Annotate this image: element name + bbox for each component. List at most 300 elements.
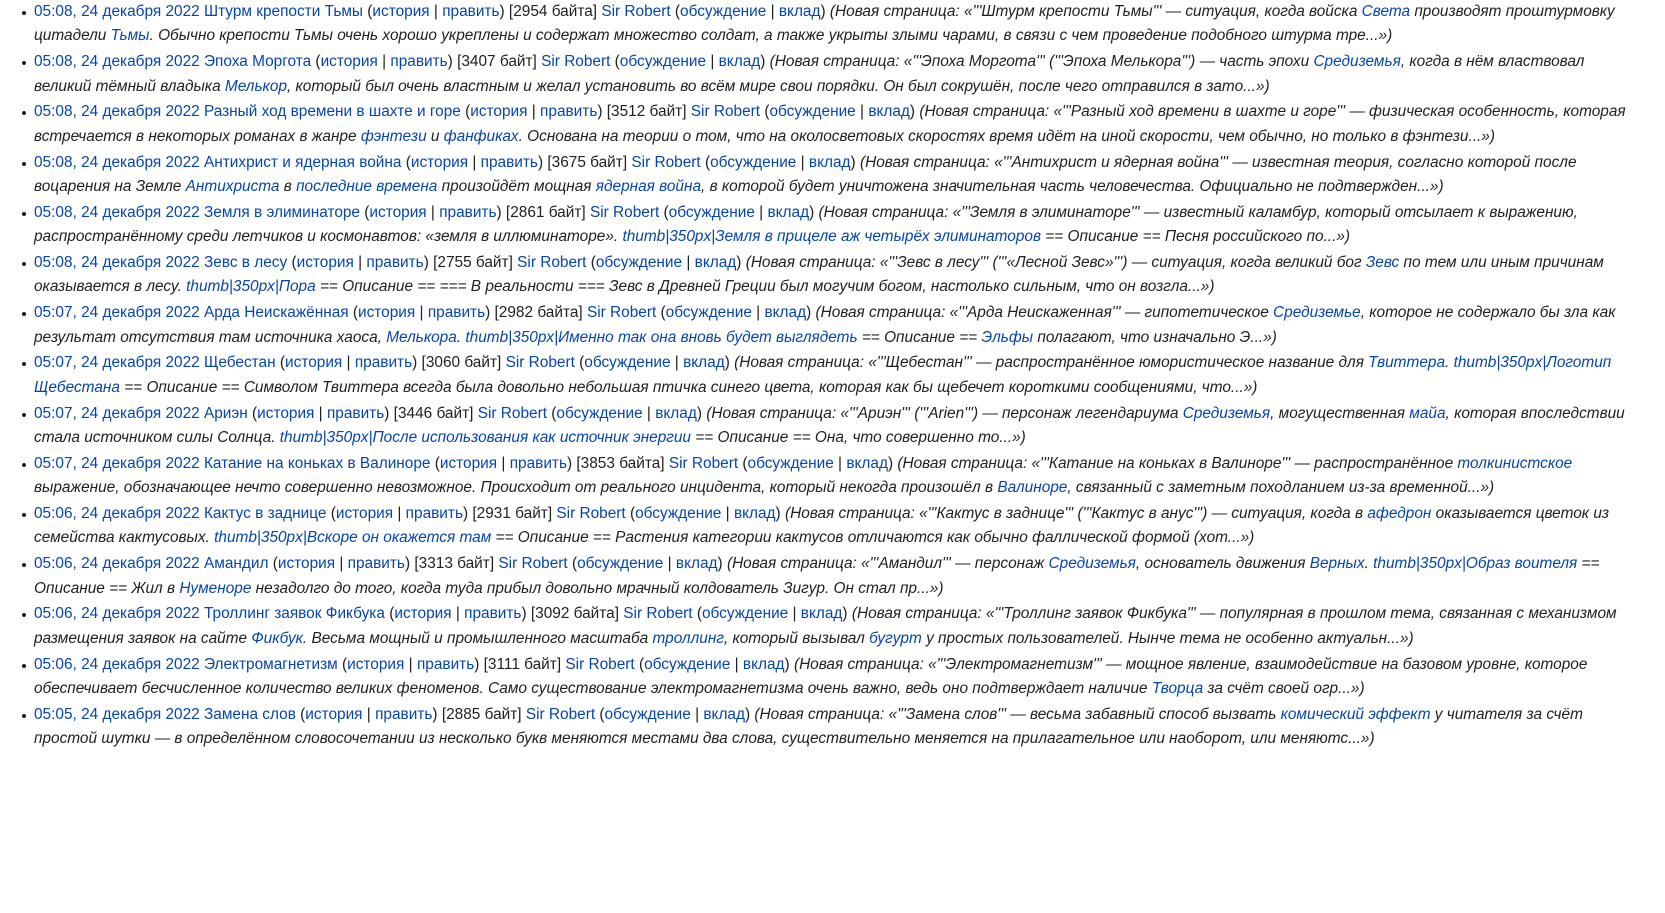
edit-link[interactable]: править xyxy=(439,203,497,221)
summary-link[interactable]: thumb|350px|Вскоре он окажется там xyxy=(214,529,492,547)
separator: | xyxy=(796,153,809,171)
paren-close: ) xyxy=(850,153,856,171)
contribs-link[interactable]: вклад xyxy=(694,254,737,272)
summary-text: == Описание == xyxy=(857,328,982,346)
change-entry xyxy=(34,0,1630,49)
summary-text: (Новая страница: «'''Кактус в заднице''' ('''Кактус в анус''') — ситуация, когда в xyxy=(784,505,1368,523)
summary-text: (Новая страница: «'''Штурм крепости Тьмы''' — ситуация, когда войска xyxy=(829,3,1362,20)
edit-link[interactable]: править xyxy=(366,254,424,272)
summary-link[interactable]: Средиземье xyxy=(1273,304,1361,322)
bracket-close: ] xyxy=(469,404,474,422)
summary-link[interactable]: последние времена xyxy=(296,178,438,196)
edit-link[interactable]: править xyxy=(480,153,538,171)
separator: | xyxy=(393,505,406,523)
paren-close: ) xyxy=(384,404,390,422)
page-size: [3675 байт xyxy=(547,153,623,171)
paren-open: ( xyxy=(586,254,596,272)
history-link[interactable]: история xyxy=(369,203,427,221)
summary-link[interactable]: Мелькор xyxy=(224,77,287,95)
paren-open: ( xyxy=(247,404,258,422)
page-size: [2755 байт xyxy=(433,254,509,272)
talk-link[interactable]: обсуждение xyxy=(668,203,755,221)
history-link[interactable]: история xyxy=(277,555,336,573)
summary-link[interactable]: thumb|350px|Земля в прицеле аж четырёх элиминаторов xyxy=(622,228,1041,246)
paren-open: ( xyxy=(287,254,297,272)
paren-open: ( xyxy=(670,3,681,20)
edit-link[interactable]: править xyxy=(405,505,463,523)
edit-link[interactable]: править xyxy=(427,304,486,322)
contribs-link[interactable]: вклад xyxy=(675,555,718,573)
paren-close: ) xyxy=(496,203,502,221)
separator: | xyxy=(426,203,440,221)
paren-close: ) xyxy=(887,454,894,472)
paren-close: ) xyxy=(521,605,527,623)
contribs-link[interactable]: вклад xyxy=(778,3,821,20)
timestamp-link[interactable]: 05:08, 24 декабря 2022 xyxy=(34,254,200,272)
timestamp-link[interactable]: 05:06, 24 декабря 2022 xyxy=(34,555,200,573)
summary-link[interactable]: майа xyxy=(1409,404,1446,422)
summary-link[interactable]: афедрон xyxy=(1367,505,1432,523)
summary-text: по тем или иным причинам оказывается в лесу. xyxy=(34,254,1604,296)
history-link[interactable]: история xyxy=(347,655,405,673)
summary-link[interactable]: Тьмы xyxy=(110,27,150,45)
paren-close: ) xyxy=(744,705,751,723)
separator: | xyxy=(730,655,743,673)
summary-text: == Описание == Символом Твиттера всегда была довольно небольшая птичка синего цвета, которая как бы щебечет короткими сообщениями, что...») xyxy=(119,378,1258,396)
summary-text: (Новая страница: «'''Троллинг заявок Фикбука''' — популярная в прошлом тема, связанная с механизмом размещения заявок на сайте xyxy=(34,605,1617,647)
page-title-link[interactable]: Электромагнетизм xyxy=(203,655,338,673)
bracket-close: ] xyxy=(532,53,537,71)
paren-open: ( xyxy=(659,203,669,221)
history-link[interactable]: история xyxy=(305,705,363,723)
edit-link[interactable]: править xyxy=(442,3,500,20)
summary-text: (Новая страница: «'''Антихрист и ядерная война''' — известная теория, согласно которой после воцарения на Земле xyxy=(34,153,1577,196)
paren-close: ) xyxy=(597,103,603,121)
separator: | xyxy=(670,354,684,372)
separator: | xyxy=(833,454,847,472)
history-link[interactable]: история xyxy=(439,454,498,472)
contribs-link[interactable]: вклад xyxy=(733,505,776,523)
page-size: [3060 байт xyxy=(421,354,498,372)
edit-link[interactable]: править xyxy=(540,103,598,121)
summary-text: , могущественная xyxy=(1270,404,1410,422)
edit-link[interactable]: править xyxy=(390,53,448,71)
separator: | xyxy=(527,103,541,121)
edit-link[interactable]: править xyxy=(347,555,405,573)
page-title-link[interactable]: Замена слов xyxy=(203,705,296,723)
page-title-link[interactable]: Кактус в заднице xyxy=(203,505,327,523)
paren-close: ) xyxy=(423,254,429,272)
change-entry xyxy=(34,251,1630,300)
user-link[interactable]: Sir Robert xyxy=(556,505,626,523)
page-title-link[interactable]: Щебестан xyxy=(203,354,276,372)
summary-text: (Новая страница: «'''Замена слов''' — весьма забавный способ вызвать xyxy=(754,705,1281,723)
summary-text: (Новая страница: «'''Разный ход времени в шахте и горе''' — физическая особенность, которая встречается в некоторых романах в жанре xyxy=(34,103,1626,145)
history-link[interactable]: история xyxy=(372,3,430,20)
paren-close: ) xyxy=(432,705,438,723)
summary-text: , когда в нём властвовал великий тёмный владыка xyxy=(34,53,1585,95)
paren-open: ( xyxy=(326,505,336,523)
paren-open: ( xyxy=(692,605,702,623)
page-title-link[interactable]: Троллинг заявок Фикбука xyxy=(203,605,385,623)
user-link[interactable]: Sir Robert xyxy=(498,555,568,573)
talk-link[interactable]: обсуждение xyxy=(556,404,643,422)
paren-open: ( xyxy=(295,705,306,723)
separator: | xyxy=(468,153,481,171)
summary-text: (Новая страница: «'''Земля в элиминаторе''' — известный каламбур, который отсылает к выражению, распространённому среди летчиков и космонавтов: «земля в иллюминаторе». xyxy=(34,203,1578,246)
user-link[interactable]: Sir Robert xyxy=(631,153,701,171)
paren-close: ) xyxy=(404,555,411,573)
summary-link[interactable]: Средиземья xyxy=(1182,404,1271,422)
summary-link[interactable]: Верных xyxy=(1309,555,1365,573)
summary-link[interactable]: thumb|350px|После использования как источник энергии xyxy=(279,429,691,447)
page-title-link[interactable]: Земля в элиминаторе xyxy=(203,203,360,221)
timestamp-link[interactable]: 05:07, 24 декабря 2022 xyxy=(34,454,200,472)
user-link[interactable]: Sir Robert xyxy=(668,454,739,472)
summary-link[interactable]: Зевс xyxy=(1365,254,1400,272)
summary-link[interactable]: ядерная война xyxy=(595,178,702,196)
summary-text: (Новая страница: «'''Амандил''' — персонаж xyxy=(726,555,1049,573)
paren-close: ) xyxy=(775,505,781,523)
paren-open: ( xyxy=(384,605,395,623)
change-entry xyxy=(34,602,1630,651)
change-entry xyxy=(34,502,1630,551)
page-title-link[interactable]: Катание на коньках в Валиноре xyxy=(203,454,431,472)
user-link[interactable]: Sir Robert xyxy=(541,53,611,71)
bracket-close: ] xyxy=(614,605,619,623)
separator: | xyxy=(690,705,704,723)
contribs-link[interactable]: вклад xyxy=(800,605,843,623)
summary-link[interactable]: Валиноре xyxy=(997,479,1068,497)
separator: | xyxy=(788,605,801,623)
contribs-link[interactable]: вклад xyxy=(742,655,785,673)
summary-text: , основатель движения xyxy=(1135,555,1310,573)
page-title-link[interactable]: Ариэн xyxy=(203,404,248,422)
summary-text: и xyxy=(426,127,444,145)
user-link[interactable]: Sir Robert xyxy=(477,404,547,422)
paren-close: ) xyxy=(724,354,730,372)
page-size: [3407 байт xyxy=(457,53,533,71)
change-entry xyxy=(34,201,1630,250)
summary-link[interactable]: Антихриста xyxy=(185,178,280,196)
summary-link[interactable]: фэнтези xyxy=(360,127,427,145)
paren-open: ( xyxy=(760,103,770,121)
paren-open: ( xyxy=(363,3,373,20)
paren-open: ( xyxy=(700,153,711,171)
summary-link[interactable]: Творца xyxy=(1151,680,1204,698)
user-link[interactable]: Sir Robert xyxy=(525,705,596,723)
page-size: [2931 байт xyxy=(472,505,548,523)
separator: | xyxy=(766,3,779,20)
history-link[interactable]: история xyxy=(320,53,378,71)
paren-close: ) xyxy=(820,3,826,20)
page-size: [3512 байт xyxy=(606,103,683,121)
summary-link[interactable]: комический эффект xyxy=(1280,705,1431,723)
page-title-link[interactable]: Штурм крепости Тьмы xyxy=(203,3,363,20)
separator: | xyxy=(682,254,695,272)
user-link[interactable]: Sir Robert xyxy=(623,605,693,623)
summary-text: , которое не содержало бы зла как результат отсутствия там источника хаоса, xyxy=(34,304,1616,346)
summary-text: (Новая страница: «'''Зевс в лесу''' ('''«Лесной Зевс»''') — ситуация, когда великий бог xyxy=(745,254,1366,272)
paren-open: ( xyxy=(275,354,286,372)
edit-link[interactable]: править xyxy=(416,655,475,673)
edit-link[interactable]: править xyxy=(464,605,522,623)
summary-text: == Описание == Песня российского по...») xyxy=(1040,228,1351,246)
contribs-link[interactable]: вклад xyxy=(767,203,810,221)
summary-text: . xyxy=(1364,555,1374,573)
separator: | xyxy=(342,354,355,372)
separator: | xyxy=(721,505,734,523)
talk-link[interactable]: обсуждение xyxy=(604,705,691,723)
summary-link[interactable]: thumb|350px|Образ воителя xyxy=(1373,555,1578,573)
summary-text: у читателя за счёт простой шутки — в определённом словосочетании из несколько букв меняются местами два слова, существительно меняется на прилагательное или наоборот, или меняютс...») xyxy=(34,705,1583,748)
edit-link[interactable]: править xyxy=(354,354,413,372)
page-size: [3092 байта xyxy=(530,605,615,623)
change-entry xyxy=(34,301,1630,350)
history-link[interactable]: история xyxy=(358,304,416,322)
separator: | xyxy=(377,53,391,71)
separator: | xyxy=(497,454,510,472)
summary-text: . Обычно крепости Тьмы очень хорошо укреплены и содержат множество солдат, а также укрыты злыми чарами, в связи с чем проведение подобного штурма тре...») xyxy=(149,27,1393,45)
summary-link[interactable]: Средиземья xyxy=(1048,555,1136,573)
user-link[interactable]: Sir Robert xyxy=(690,103,761,121)
timestamp-link[interactable]: 05:08, 24 декабря 2022 xyxy=(34,153,200,171)
talk-link[interactable]: обсуждение xyxy=(680,3,767,20)
change-entry xyxy=(34,402,1630,451)
bracket-close: ] xyxy=(508,254,513,272)
paren-open: ( xyxy=(460,103,471,121)
page-size: [3111 байт xyxy=(483,655,557,673)
page-title-link[interactable]: Зевс в лесу xyxy=(203,254,288,272)
page-size: [3853 байта xyxy=(576,454,661,472)
summary-text: , связанный с заметным походланием из-за временной...») xyxy=(1067,479,1495,497)
summary-text: выражение, обозначающее нечто совершенно невозможное. Происходит от реального инцидента, который некогда произошёл в xyxy=(34,479,998,497)
edit-link[interactable]: править xyxy=(326,404,385,422)
user-link[interactable]: Sir Robert xyxy=(601,3,671,20)
paren-open: ( xyxy=(268,555,278,573)
paren-open: ( xyxy=(360,203,370,221)
edit-link[interactable]: править xyxy=(375,705,433,723)
contribs-link[interactable]: вклад xyxy=(683,354,725,372)
separator: | xyxy=(335,555,348,573)
paren-close: ) xyxy=(447,53,453,71)
summary-link[interactable]: фанфиках xyxy=(443,127,519,145)
user-link[interactable]: Sir Robert xyxy=(517,254,587,272)
summary-text: , который был очень властным и желал установить во всём мире свои порядки. Он был сокрушён, после чего отправился в зато...») xyxy=(286,77,1270,95)
paren-close: ) xyxy=(485,304,491,322)
change-entry xyxy=(34,50,1630,99)
talk-link[interactable]: обсуждение xyxy=(635,505,722,523)
change-entry xyxy=(34,151,1630,200)
paren-open: ( xyxy=(567,555,578,573)
page-size: [2861 байт xyxy=(505,203,582,221)
bracket-close: ] xyxy=(578,304,583,322)
paren-open: ( xyxy=(311,53,321,71)
talk-link[interactable]: обсуждение xyxy=(710,153,797,171)
history-link[interactable]: история xyxy=(410,153,469,171)
talk-link[interactable]: обсуждение xyxy=(577,555,664,573)
talk-link[interactable]: обсуждение xyxy=(584,354,671,372)
bracket-close: ] xyxy=(556,655,562,673)
summary-link[interactable]: Твиттера xyxy=(1368,354,1446,372)
separator: | xyxy=(751,304,765,322)
page-size: [2885 байт xyxy=(441,705,518,723)
talk-link[interactable]: обсуждение xyxy=(619,53,707,71)
page-title-link[interactable]: Амандил xyxy=(203,555,269,573)
paren-open: ( xyxy=(430,454,440,472)
summary-text: (Новая страница: «'''Катание на коньках в Валиноре''' — распространённое xyxy=(897,454,1458,472)
separator: | xyxy=(314,404,327,422)
contribs-link[interactable]: вклад xyxy=(655,404,697,422)
talk-link[interactable]: обсуждение xyxy=(747,454,834,472)
talk-link[interactable]: обсуждение xyxy=(665,304,752,322)
separator: | xyxy=(415,304,428,322)
summary-text: за счёт своей огр...») xyxy=(1203,680,1365,698)
summary-text: в xyxy=(279,178,297,196)
summary-text: у простых пользователей. Нынче тема не особенно актуальн...») xyxy=(921,629,1414,647)
bracket-close: ] xyxy=(497,354,502,372)
contribs-link[interactable]: вклад xyxy=(764,304,807,322)
contribs-link[interactable]: вклад xyxy=(718,53,761,71)
summary-text: , в которой будет уничтожена значительная часть человечества. Официально не подтвержден...») xyxy=(701,178,1444,196)
separator: | xyxy=(754,203,768,221)
user-link[interactable]: Sir Robert xyxy=(589,203,660,221)
page-size: [3446 байт xyxy=(393,404,470,422)
paren-close: ) xyxy=(412,354,418,372)
paren-close: ) xyxy=(537,153,544,171)
talk-link[interactable]: обсуждение xyxy=(701,605,789,623)
summary-text: == Описание == Растения категории кактусов отличаются как обычно фаллической формой (хот...») xyxy=(491,529,1255,547)
paren-close: ) xyxy=(474,655,480,673)
separator: | xyxy=(429,3,443,20)
timestamp-link[interactable]: 05:08, 24 декабря 2022 xyxy=(34,203,200,221)
page-title-link[interactable]: Эпоха Моргота xyxy=(203,53,312,71)
page-title-link[interactable]: Разный ход времени в шахте и горе xyxy=(203,103,461,121)
summary-link[interactable]: thumb|350px|Именно так она вновь будет выглядеть xyxy=(465,328,858,346)
timestamp-link[interactable]: 05:05, 24 декабря 2022 xyxy=(34,705,200,723)
page-size: [3313 байт xyxy=(414,555,490,573)
separator: | xyxy=(706,53,719,71)
user-link[interactable]: Sir Robert xyxy=(565,655,635,673)
timestamp-link[interactable]: 05:06, 24 декабря 2022 xyxy=(34,505,200,523)
timestamp-link[interactable]: 05:06, 24 декабря 2022 xyxy=(34,605,200,623)
history-link[interactable]: история xyxy=(285,354,343,372)
summary-text: незадолго до того, когда туда прибыл довольно мрачный колдователь Зигур. Он стал пр...») xyxy=(251,579,944,597)
page-title-link[interactable]: Арда Неискажённая xyxy=(203,304,349,322)
paren-open: ( xyxy=(337,655,348,673)
history-link[interactable]: история xyxy=(296,254,354,272)
page-size: [2982 байта xyxy=(494,304,579,322)
talk-link[interactable]: обсуждение xyxy=(595,254,683,272)
paren-open: ( xyxy=(401,153,411,171)
summary-text: (Новая страница: «'''Эпоха Моргота''' ('''Эпоха Мелькора''') — часть эпохи xyxy=(769,53,1314,71)
bracket-close: ] xyxy=(682,103,687,121)
paren-close: ) xyxy=(842,605,848,623)
timestamp-link[interactable]: 05:08, 24 декабря 2022 xyxy=(34,103,200,121)
contribs-link[interactable]: вклад xyxy=(846,454,888,472)
summary-text: (Новая страница: «'''Ариэн''' ('''Arien''') — персонаж легендариума xyxy=(706,404,1183,422)
bracket-close: ] xyxy=(622,153,628,171)
separator: | xyxy=(451,605,465,623)
paren-close: ) xyxy=(717,555,723,573)
paren-open: ( xyxy=(574,354,585,372)
summary-link[interactable]: троллинг xyxy=(652,629,724,647)
paren-close: ) xyxy=(736,254,742,272)
change-entry xyxy=(34,100,1630,149)
summary-link[interactable]: толкинистское xyxy=(1457,454,1573,472)
summary-link[interactable]: Мелькора xyxy=(386,328,457,346)
summary-link[interactable]: thumb|350px|Пора xyxy=(186,278,316,296)
summary-text: произойдёт мощная xyxy=(437,178,596,196)
edit-link[interactable]: править xyxy=(509,454,567,472)
paren-open: ( xyxy=(610,53,620,71)
paren-open: ( xyxy=(738,454,748,472)
summary-link[interactable]: бугурт xyxy=(869,629,922,647)
summary-link[interactable]: thumb|350px|Логотип Щебестана xyxy=(34,354,1612,396)
bracket-close: ] xyxy=(660,454,665,472)
summary-text: производят проштурмовку цитадели xyxy=(34,3,1615,45)
paren-open: ( xyxy=(546,404,557,422)
summary-text: == Описание == === В реальности === Зевс в Древней Греции был могучим богом, настолько сильным, что он возгла...») xyxy=(315,278,1215,296)
summary-text: оказывается цветок из семейства кактусовых. xyxy=(34,505,1610,547)
summary-text: (Новая страница: «'''Арда Неискаженная''' — гипотетическое xyxy=(815,304,1274,322)
contribs-link[interactable]: вклад xyxy=(868,103,910,121)
change-entry xyxy=(34,452,1630,501)
paren-open: ( xyxy=(625,505,636,523)
contribs-link[interactable]: вклад xyxy=(703,705,745,723)
summary-text: (Новая страница: «'''Электромагнетизм''' — мощное явление, взаимодействие на базовом уровне, которое обеспечивает бесчисленное количество великих феноменов. Само существование электромагнетизма очень важно, ведь оно подтверждает наличие xyxy=(34,655,1588,698)
page-title-link[interactable]: Антихрист и ядерная война xyxy=(203,153,402,171)
talk-link[interactable]: обсуждение xyxy=(644,655,731,673)
summary-link[interactable]: Нуменоре xyxy=(179,579,252,597)
paren-open: ( xyxy=(348,304,359,322)
history-link[interactable]: история xyxy=(470,103,528,121)
paren-open: ( xyxy=(656,304,666,322)
page-size: [2954 байта xyxy=(508,3,593,20)
timestamp-link[interactable]: 05:07, 24 декабря 2022 xyxy=(34,404,200,422)
bracket-close: ] xyxy=(581,203,586,221)
paren-close: ) xyxy=(760,53,766,71)
bracket-close: ] xyxy=(547,505,553,523)
history-link[interactable]: история xyxy=(257,404,315,422)
history-link[interactable]: история xyxy=(335,505,394,523)
paren-close: ) xyxy=(806,304,812,322)
summary-text: . xyxy=(1445,354,1454,372)
timestamp-link[interactable]: 05:08, 24 декабря 2022 xyxy=(34,53,200,71)
summary-link[interactable]: Средиземья xyxy=(1313,53,1401,71)
paren-close: ) xyxy=(809,203,815,221)
separator: | xyxy=(642,404,656,422)
summary-link[interactable]: Фикбук xyxy=(251,629,303,647)
timestamp-link[interactable]: 05:06, 24 декабря 2022 xyxy=(34,655,200,673)
contribs-link[interactable]: вклад xyxy=(808,153,851,171)
bracket-close: ] xyxy=(517,705,522,723)
summary-link[interactable]: Света xyxy=(1361,3,1411,20)
timestamp-link[interactable]: 05:07, 24 декабря 2022 xyxy=(34,304,200,322)
separator: | xyxy=(362,705,376,723)
timestamp-link[interactable]: 05:08, 24 декабря 2022 xyxy=(34,3,200,20)
change-entry xyxy=(34,351,1630,400)
user-link[interactable]: Sir Robert xyxy=(586,304,657,322)
separator: | xyxy=(353,254,367,272)
paren-open: ( xyxy=(634,655,645,673)
history-link[interactable]: история xyxy=(394,605,452,623)
summary-link[interactable]: Эльфы xyxy=(981,328,1034,346)
user-link[interactable]: Sir Robert xyxy=(505,354,575,372)
timestamp-link[interactable]: 05:07, 24 декабря 2022 xyxy=(34,354,200,372)
talk-link[interactable]: обсуждение xyxy=(769,103,856,121)
change-entry xyxy=(34,552,1630,601)
